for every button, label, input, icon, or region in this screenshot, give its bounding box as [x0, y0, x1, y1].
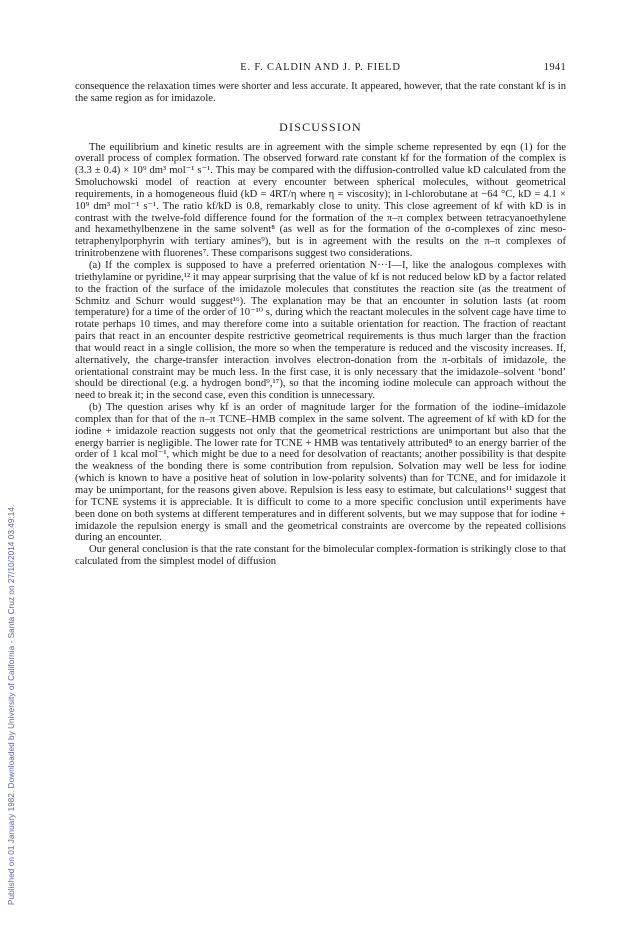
section-heading-discussion: DISCUSSION: [279, 119, 362, 134]
download-watermark: Published on 01 January 1982. Downloaded by University of California - Santa Cruz on 27/10/2014 03:49:14.: [7, 504, 16, 905]
paragraph: Our general conclusion is that the rate constant for the bimolecular complex-formation is strikingly close to that calculated from the simplest model of diffusion: [75, 544, 566, 568]
intro-paragraph: consequence the relaxation times were shorter and less accurate. It appeared, however, that the rate constant kf is in the same region as for imidazole.: [75, 81, 566, 104]
page-number: 1941: [543, 62, 566, 73]
running-header: [75, 62, 566, 76]
paragraph: (b) The question arises why kf is an order of magnitude larger for the formation of the iodine–imidazole complex than for that of the π–π TCNE–HMB complex in the same solvent. The agreement of kf with kD for the iodine + imidazole reaction suggests not only that the geometrical restrictions are unimportant but also that the energy barrier is negligible. The lower rate for TCNE + HMB was tentatively attributed⁸ to an energy barrier of the order of 1 kcal mol⁻¹, which might be due to a need for desolvation of reactants; another possibility is that despite the weakness of the bonding there is some contribution from repulsion. Solvation may well be less for iodine (which is known to have a positive heat of solution in low-polarity solvents) than for TCNE, and for imidazole it may be unimportant, for the reasons given above. Repulsion is less easy to estimate, but calculations¹¹ suggest that for TCNE systems it is appreciable. It is difficult to come to a more specific conclusion until experiments have been done on both systems at different temperatures and in different solvents, but we may suppose that for iodine + imidazole the repulsion energy is small and the geometrical constraints are overcome by the repeated collisions during an encounter.: [75, 402, 566, 544]
paragraph: (a) If the complex is supposed to have a preferred orientation N···I—I, like the analogous complexes with triethylamine or pyridine,¹² it may appear surprising that the value of kf is not reduced below kD by a factor related to the fraction of the surface of the imidazole molecules that constitutes the reaction site (as the treatment of Schmitz and Schurr would suggest¹⁶). The explanation may be that an encounter in solution lasts (at room temperature) for a time of the order of 10⁻¹⁰ s, during which the reactant molecules in the solvent cage have time to rotate perhaps 10 times, and may therefore come into a suitable orientation for reaction. The fraction of reactant pairs that react in an encounter despite restrictive geometrical requirements is thus much larger than the fraction that would react in a single collision, the more so when the temperature is reduced and the viscosity increases. If, alternatively, the charge-transfer interaction involves electron-donation from the π-orbitals of imidazole, the orientational constraint may be much less. In the first case, it is only necessary that the imidazole–solvent ‘bond’ should be directional (e.g. a hydrogen bond⁹,¹⁷), so that the incoming iodine molecule can approach without the need to break it; in the second case, even this condition is unnecessary.: [75, 259, 566, 402]
body-text: [75, 81, 566, 568]
running-head-authors: E. F. CALDIN AND J. P. FIELD: [240, 62, 401, 73]
paragraph: The equilibrium and kinetic results are in agreement with the simple scheme represented by eqn (1) for the overall process of complex formation. The observed forward rate constant kf for the formation of the complex is (3.3 ± 0.4) × 10⁹ dm³ mol⁻¹ s⁻¹. This may be compared with the diffusion-controlled value kD calculated from the Smoluchowski model of reaction at every encounter between spherical molecules, without geometrical requirements, in a homogeneous fluid (kD = 4RT/η where η = viscosity); in l-chlorobutane at −64 °C, kD = 4.1 × 10⁹ dm³ mol⁻¹ s⁻¹. The ratio kf/kD is 0.8, remarkably close to unity. This close agreement of kf with kD is in contrast with the twelve-fold difference found for the formation of the π–π complex between tetracyanoethylene and hexamethylbenzene in the same solvent⁸ (as well as for the formation of the σ-complexes of zinc meso-tetraphenylporphyrin with tertiary amines⁹), but is in agreement with the results on the π–π complexes of trinitrobenzene with fluorenes⁷. These comparisons suggest two considerations.: [75, 141, 566, 260]
